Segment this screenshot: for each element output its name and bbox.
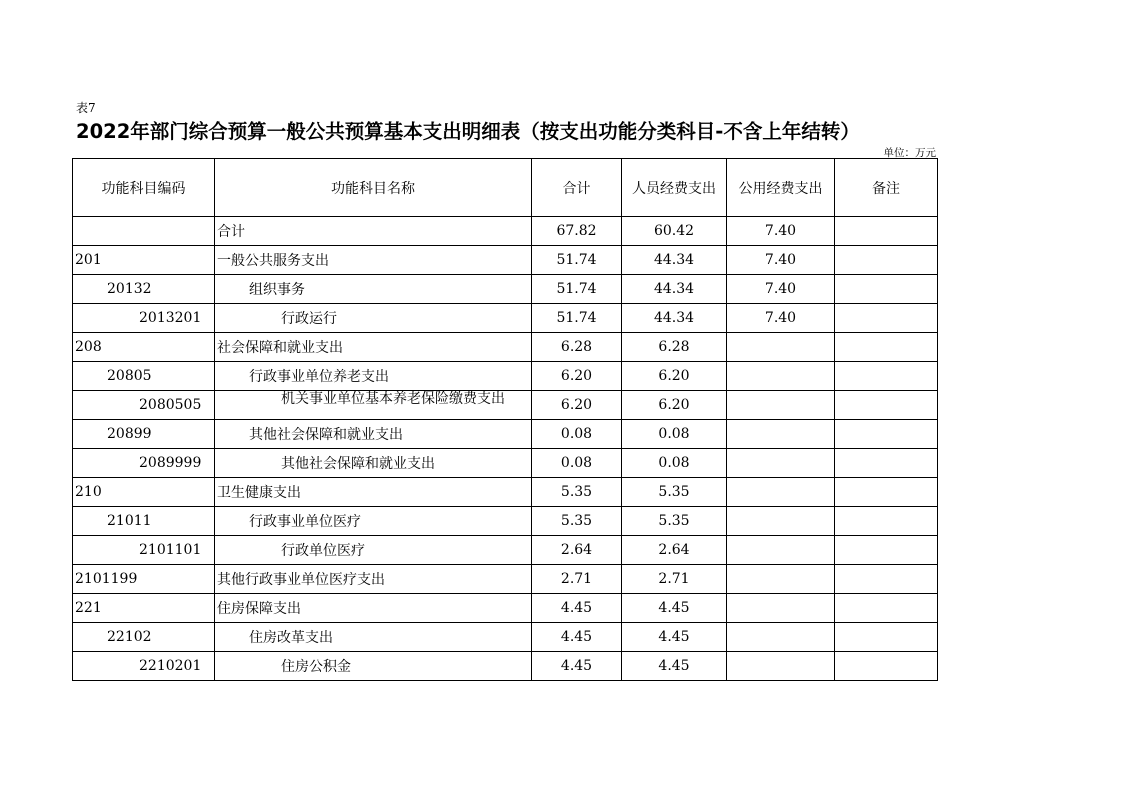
expenditure-table: [72, 158, 938, 681]
code-cell: 210: [73, 478, 215, 507]
total-cell: 2.71: [532, 565, 622, 594]
total-cell: 2.64: [532, 536, 622, 565]
name-cell: 一般公共服务支出: [215, 246, 532, 275]
note-cell: [835, 304, 938, 333]
personnel-cell: 0.08: [622, 449, 727, 478]
public-cell: [727, 623, 835, 652]
personnel-cell: 2.71: [622, 565, 727, 594]
personnel-cell: 6.28: [622, 333, 727, 362]
table-row: [73, 565, 938, 594]
total-cell: 67.82: [532, 217, 622, 246]
table-row: [73, 304, 938, 333]
code-cell: 20899: [73, 420, 215, 449]
unit-label: 单位：万元: [883, 147, 936, 159]
name-cell: 其他社会保障和就业支出: [215, 449, 532, 478]
personnel-cell: 0.08: [622, 420, 727, 449]
public-cell: [727, 536, 835, 565]
code-cell: 20805: [73, 362, 215, 391]
code-cell: 20132: [73, 275, 215, 304]
header-name: 功能科目名称: [215, 159, 532, 217]
total-cell: 51.74: [532, 275, 622, 304]
table-row: [73, 391, 938, 420]
header-note: 备注: [835, 159, 938, 217]
public-cell: [727, 391, 835, 420]
name-cell: 其他社会保障和就业支出: [215, 420, 532, 449]
note-cell: [835, 536, 938, 565]
name-cell: 卫生健康支出: [215, 478, 532, 507]
public-cell: 7.40: [727, 246, 835, 275]
table-number: 表7: [76, 101, 96, 115]
name-cell: 其他行政事业单位医疗支出: [215, 565, 532, 594]
personnel-cell: 44.34: [622, 304, 727, 333]
code-cell: 2210201: [73, 652, 215, 681]
total-cell: 6.28: [532, 333, 622, 362]
personnel-cell: 4.45: [622, 623, 727, 652]
name-cell: 住房公积金: [215, 652, 532, 681]
code-cell: 221: [73, 594, 215, 623]
code-cell: [73, 217, 215, 246]
table-row: [73, 652, 938, 681]
name-cell: 住房改革支出: [215, 623, 532, 652]
personnel-cell: 5.35: [622, 507, 727, 536]
public-cell: [727, 594, 835, 623]
header-total: 合计: [532, 159, 622, 217]
note-cell: [835, 507, 938, 536]
public-cell: [727, 565, 835, 594]
note-cell: [835, 565, 938, 594]
code-cell: 208: [73, 333, 215, 362]
note-cell: [835, 594, 938, 623]
note-cell: [835, 362, 938, 391]
public-cell: [727, 362, 835, 391]
code-cell: 2101199: [73, 565, 215, 594]
name-cell: 行政运行: [215, 304, 532, 333]
public-cell: [727, 449, 835, 478]
header-public: 公用经费支出: [727, 159, 835, 217]
note-cell: [835, 217, 938, 246]
personnel-cell: 44.34: [622, 275, 727, 304]
personnel-cell: 5.35: [622, 478, 727, 507]
total-cell: 4.45: [532, 594, 622, 623]
table-header-row: [73, 159, 938, 217]
code-cell: 2013201: [73, 304, 215, 333]
total-cell: 5.35: [532, 507, 622, 536]
public-cell: [727, 652, 835, 681]
header-personnel: 人员经费支出: [622, 159, 727, 217]
total-cell: 51.74: [532, 246, 622, 275]
code-cell: 2089999: [73, 449, 215, 478]
table-row: [73, 536, 938, 565]
name-cell: 社会保障和就业支出: [215, 333, 532, 362]
page-title: 2022年部门综合预算一般公共预算基本支出明细表（按支出功能分类科目-不含上年结转）: [76, 120, 860, 143]
note-cell: [835, 420, 938, 449]
code-cell: 2080505: [73, 391, 215, 420]
public-cell: [727, 420, 835, 449]
total-cell: 51.74: [532, 304, 622, 333]
note-cell: [835, 652, 938, 681]
table-row: [73, 420, 938, 449]
personnel-cell: 60.42: [622, 217, 727, 246]
public-cell: [727, 333, 835, 362]
public-cell: [727, 507, 835, 536]
public-cell: 7.40: [727, 217, 835, 246]
note-cell: [835, 391, 938, 420]
public-cell: 7.40: [727, 304, 835, 333]
total-cell: 4.45: [532, 652, 622, 681]
personnel-cell: 6.20: [622, 362, 727, 391]
name-cell: 行政事业单位医疗: [215, 507, 532, 536]
personnel-cell: 44.34: [622, 246, 727, 275]
personnel-cell: 6.20: [622, 391, 727, 420]
code-cell: 2101101: [73, 536, 215, 565]
name-cell: 行政事业单位养老支出: [215, 362, 532, 391]
code-cell: 22102: [73, 623, 215, 652]
table-row: [73, 449, 938, 478]
total-cell: 6.20: [532, 362, 622, 391]
name-cell: 住房保障支出: [215, 594, 532, 623]
personnel-cell: 2.64: [622, 536, 727, 565]
total-cell: 5.35: [532, 478, 622, 507]
personnel-cell: 4.45: [622, 652, 727, 681]
public-cell: [727, 478, 835, 507]
name-text: 机关事业单位基本养老保险缴费支出: [281, 391, 505, 407]
note-cell: [835, 333, 938, 362]
table-row: [73, 275, 938, 304]
table-row: [73, 333, 938, 362]
header-code: 功能科目编码: [73, 159, 215, 217]
code-cell: 201: [73, 246, 215, 275]
table-row: [73, 594, 938, 623]
name-cell: [215, 391, 532, 420]
table-row: [73, 362, 938, 391]
total-cell: 0.08: [532, 449, 622, 478]
note-cell: [835, 246, 938, 275]
name-cell: 组织事务: [215, 275, 532, 304]
note-cell: [835, 478, 938, 507]
personnel-cell: 4.45: [622, 594, 727, 623]
table-row: [73, 507, 938, 536]
public-cell: 7.40: [727, 275, 835, 304]
table-row: [73, 217, 938, 246]
total-cell: 0.08: [532, 420, 622, 449]
code-cell: 21011: [73, 507, 215, 536]
note-cell: [835, 275, 938, 304]
note-cell: [835, 449, 938, 478]
total-cell: 4.45: [532, 623, 622, 652]
table-row: [73, 623, 938, 652]
name-cell: 合计: [215, 217, 532, 246]
table-row: [73, 246, 938, 275]
table-row: [73, 478, 938, 507]
note-cell: [835, 623, 938, 652]
total-cell: 6.20: [532, 391, 622, 420]
name-cell: 行政单位医疗: [215, 536, 532, 565]
